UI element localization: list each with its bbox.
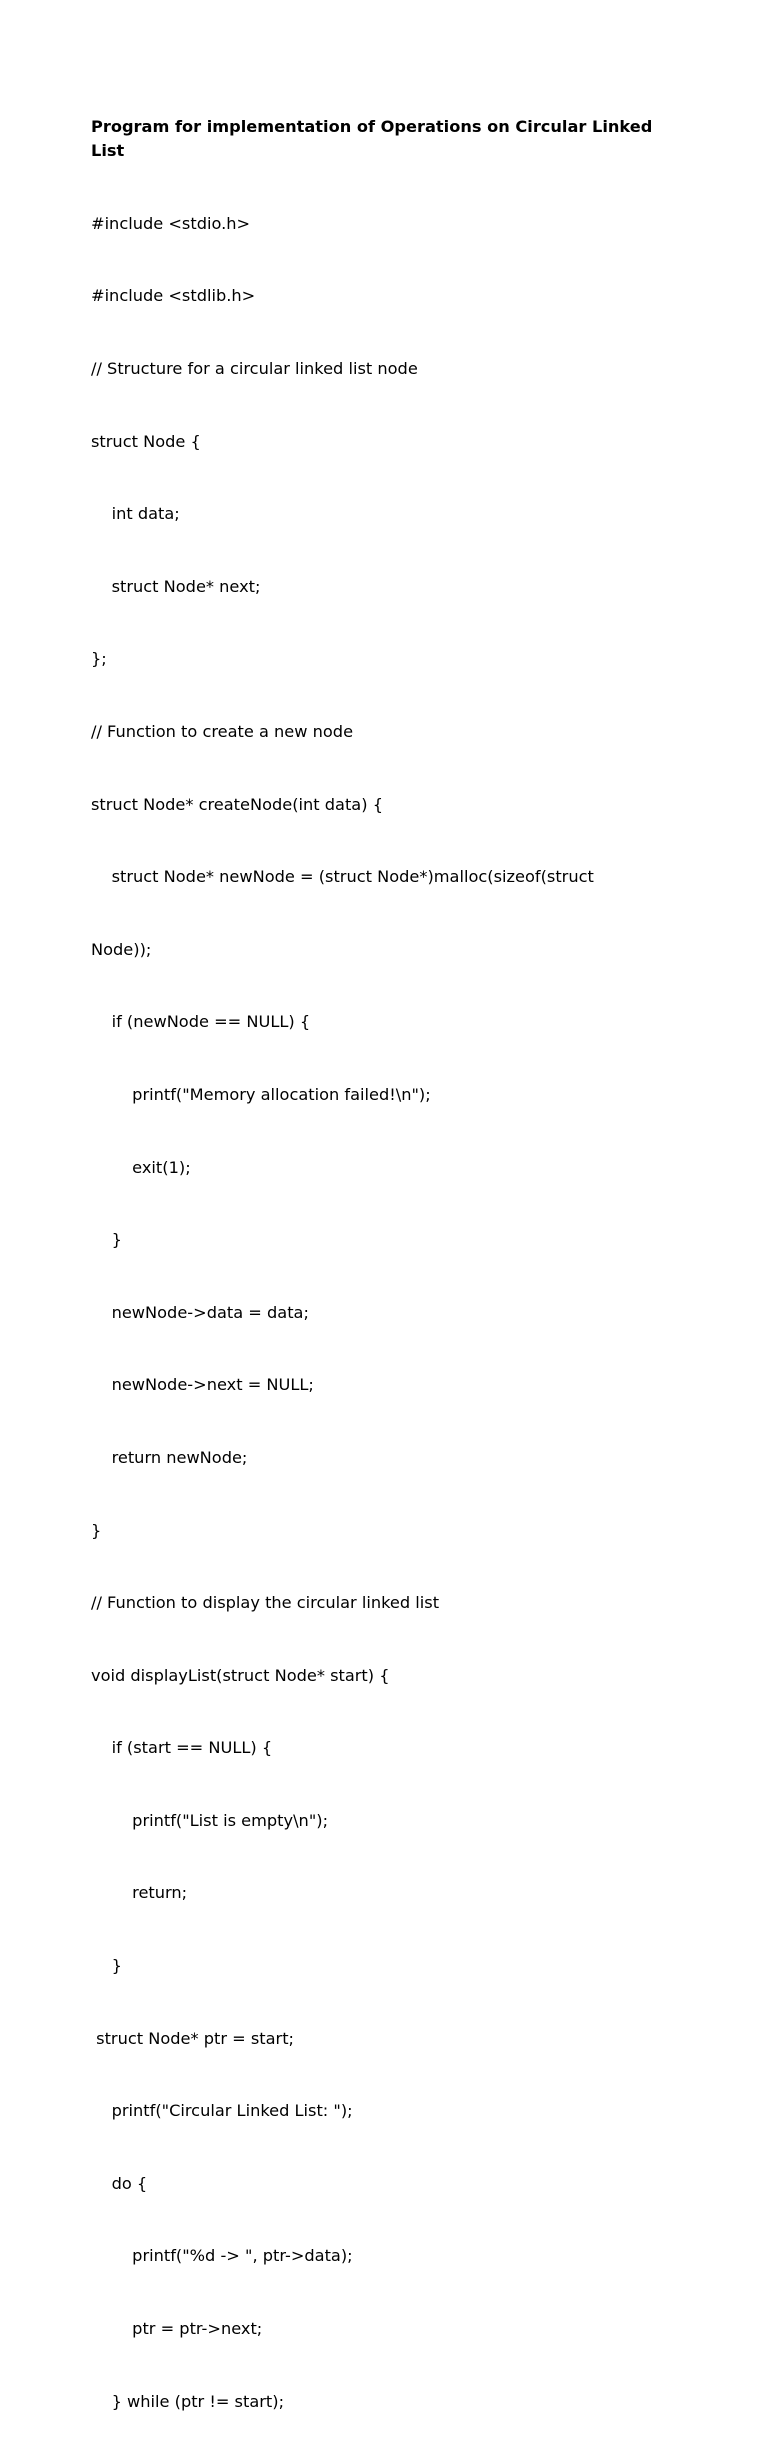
code-line: Node));: [91, 939, 152, 959]
code-block: [91, 163, 671, 2462]
code-line: if (start == NULL) {: [91, 1738, 273, 1758]
code-line: struct Node {: [91, 431, 201, 451]
code-line: void displayList(struct Node* start) {: [91, 1665, 390, 1685]
code-line: if (newNode == NULL) {: [91, 1012, 311, 1032]
code-line: struct Node* next;: [91, 576, 261, 596]
document-title: Program for implementation of Operations on Circular Linked List: [91, 117, 653, 161]
code-line: ptr = ptr->next;: [91, 2319, 263, 2339]
code-line: newNode->data = data;: [91, 1302, 309, 1322]
code-line: return newNode;: [91, 1447, 248, 1467]
code-line: }: [91, 1520, 102, 1540]
document-content: [91, 115, 671, 2462]
code-line: int data;: [91, 504, 180, 524]
code-line: printf("Memory allocation failed!\n");: [91, 1084, 431, 1104]
code-line: #include <stdlib.h>: [91, 286, 256, 306]
code-line: };: [91, 649, 107, 669]
code-line: // Function to display the circular linked list: [91, 1593, 440, 1613]
code-line: exit(1);: [91, 1157, 191, 1177]
code-line: printf("List is empty\n");: [91, 1810, 329, 1830]
code-line: }: [91, 1956, 122, 1976]
code-line: } while (ptr != start);: [91, 2391, 285, 2411]
code-line: }: [91, 1230, 122, 1250]
code-line: // Function to create a new node: [91, 721, 354, 741]
code-line: // Structure for a circular linked list node: [91, 359, 418, 378]
code-line: struct Node* ptr = start;: [91, 2028, 295, 2048]
code-line: printf("Circular Linked List: ");: [91, 2101, 353, 2121]
code-line: printf("%d -> ", ptr->data);: [91, 2246, 353, 2266]
code-line: do {: [91, 2173, 148, 2193]
code-line: struct Node* newNode = (struct Node*)malloc(sizeof(struct: [91, 867, 594, 887]
code-line: #include <stdio.h>: [91, 213, 251, 233]
code-line: return;: [91, 1883, 188, 1903]
code-line: newNode->next = NULL;: [91, 1375, 314, 1395]
code-line: struct Node* createNode(int data) {: [91, 794, 383, 814]
